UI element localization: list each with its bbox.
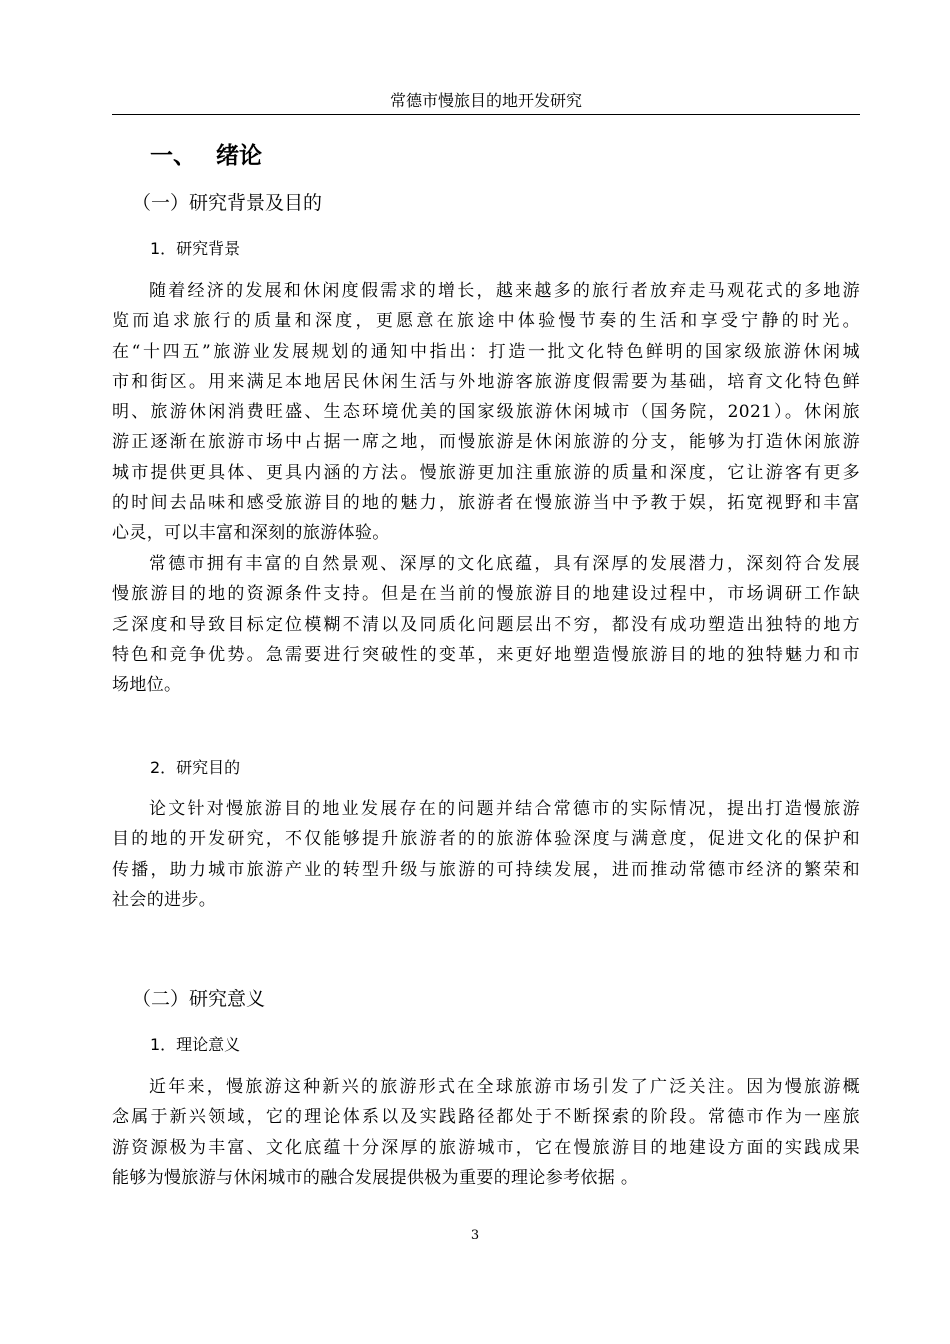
paragraph-line: 随着经济的发展和休闲度假需求的增长，越来越多的旅行者放弃走马观花式的多地游 <box>149 281 860 301</box>
chapter-number: 一、 <box>150 143 196 169</box>
section-heading-background: （一）研究背景及目的 <box>132 192 323 214</box>
paragraph-line: 社会的进步。 <box>112 889 217 910</box>
page-number: 3 <box>470 1228 480 1243</box>
paragraph-line: 心灵，可以丰富和深刻的旅游体验。 <box>112 523 390 544</box>
paragraph-line: 能够为慢旅游与休闲城市的融合发展提供极为重要的理论参考依据 。 <box>112 1167 639 1188</box>
paragraph-theoretical <box>112 1072 860 1193</box>
paragraph-line: 的时间去品味和感受旅游目的地的魅力，旅游者在慢旅游当中予教于娱，拓宽视野和丰富 <box>112 493 860 514</box>
subsection-heading-research-purpose: 2．研究目的 <box>150 758 241 777</box>
paragraph-line: 览而追求旅行的质量和深度，更愿意在旅途中体验慢节奏的生活和享受宁静的时光。 <box>112 311 860 332</box>
paragraph-line: 城市提供更具体、更具内涵的方法。慢旅游更加注重旅游的质量和深度，它让游客有更多 <box>112 462 860 483</box>
paragraph-line: 念属于新兴领域，它的理论体系以及实践路径都处于不断探索的阶段。常德市作为一座旅 <box>112 1107 860 1128</box>
paragraph-line: 常德市拥有丰富的自然景观、深厚的文化底蕴，具有深厚的发展潜力，深刻符合发展 <box>149 554 860 574</box>
paragraph-line: 目的地的开发研究，不仅能够提升旅游者的的旅游体验深度与满意度，促进文化的保护和 <box>112 829 860 850</box>
paragraph-line: 市和街区。用来满足本地居民休闲生活与外地游客旅游度假需要为基础，培育文化特色鲜 <box>112 371 860 392</box>
subsection-heading-research-background: 1．研究背景 <box>150 239 241 258</box>
paragraph-line: 特色和竞争优势。急需要进行突破性的变革，来更好地塑造慢旅游目的地的独特魅力和市 <box>112 644 860 665</box>
paragraph-line: 游资源极为丰富、文化底蕴十分深厚的旅游城市，它在慢旅游目的地建设方面的实践成果 <box>112 1137 860 1158</box>
chapter-heading <box>150 140 262 172</box>
paragraph-background-2 <box>112 549 860 700</box>
section-heading-significance: （二）研究意义 <box>132 988 266 1010</box>
paragraph-line: 传播，助力城市旅游产业的转型升级与旅游的可持续发展，进而推动常德市经济的繁荣和 <box>112 859 860 880</box>
paragraph-background-1 <box>112 276 860 549</box>
chapter-title: 绪论 <box>216 143 262 169</box>
paragraph-line: 在“十四五”旅游业发展规划的通知中指出：打造一批文化特色鲜明的国家级旅游休闲城 <box>112 341 860 362</box>
paragraph-line: 乏深度和导致目标定位模糊不清以及同质化问题层出不穷，都没有成功塑造出独特的地方 <box>112 614 860 635</box>
subsection-heading-theoretical-significance: 1．理论意义 <box>150 1035 241 1054</box>
header-rule <box>112 114 860 115</box>
paragraph-line: 明、旅游休闲消费旺盛、生态环境优美的国家级旅游休闲城市（国务院，2021）。休闲旅 <box>112 402 860 423</box>
paragraph-line: 游正逐渐在旅游市场中占据一席之地，而慢旅游是休闲旅游的分支，能够为打造休闲旅游 <box>112 432 860 453</box>
paragraph-purpose <box>112 794 860 915</box>
running-header: 常德市慢旅目的地开发研究 <box>389 91 582 110</box>
paragraph-line: 场地位。 <box>112 675 182 696</box>
paragraph-line: 近年来，慢旅游这种新兴的旅游形式在全球旅游市场引发了广泛关注。因为慢旅游概 <box>149 1077 860 1097</box>
paragraph-line: 论文针对慢旅游目的地业发展存在的问题并结合常德市的实际情况，提出打造慢旅游 <box>149 799 860 819</box>
paragraph-line: 慢旅游目的地的资源条件支持。但是在当前的慢旅游目的地建设过程中，市场调研工作缺 <box>112 584 860 605</box>
